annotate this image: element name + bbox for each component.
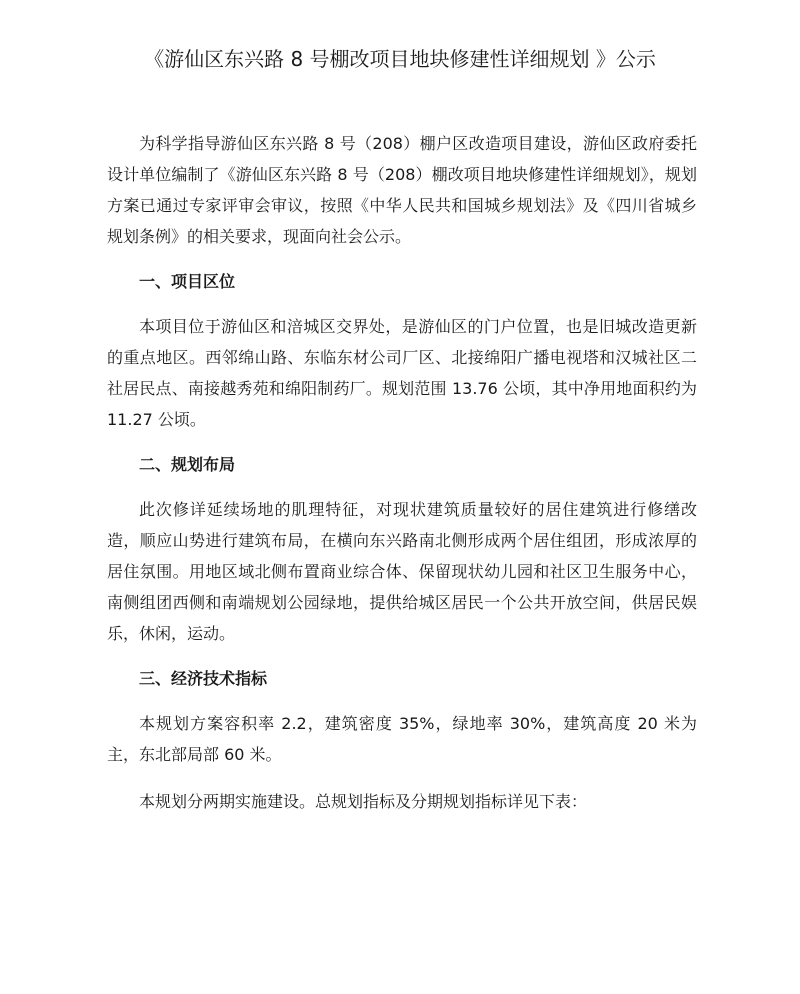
document-title: 《游仙区东兴路 8 号棚改项目地块修建性详细规划 》公示 [144, 47, 656, 71]
phasing-paragraph: 本规划分两期实施建设。总规划指标及分期规划指标详见下表： [139, 792, 588, 811]
location-paragraph: 本项目位于游仙区和涪城区交界处，是游仙区的门户位置，也是旧城改造更新的重点地区。西邻绵山路、东临东材公司厂区、北接绵阳广播电视塔和汉城社区二社居民点、南接越秀苑和绵阳制药厂。规划范围 13.76 公顷，其中净用地面积约为 11.27 公顷。 [107, 317, 697, 429]
section-heading-indicators: 三、经济技术指标 [139, 669, 268, 688]
document-body [107, 128, 697, 817]
section-heading-layout: 二、规划布局 [139, 455, 236, 474]
intro-paragraph: 为科学指导游仙区东兴路 8 号（208）棚户区改造项目建设，游仙区政府委托设计单位编制了《游仙区东兴路 8 号（208）棚改项目地块修建性详细规划》，规划方案已通过专家评审会审议，按照《中华人民共和国城乡规划法》及《四川省城乡规划条例》的相关要求，现面向社会公示。 [107, 134, 697, 246]
layout-paragraph: 此次修详延续场地的肌理特征，对现状建筑质量较好的居住建筑进行修缮改造，顺应山势进行建筑布局，在横向东兴路南北侧形成两个居住组团，形成浓厚的居住氛围。用地区域北侧布置商业综合体、保留现状幼儿园和社区卫生服务中心，南侧组团西侧和南端规划公园绿地，提供给城区居民一个公共开放空间，供居民娱乐，休闲，运动。 [107, 500, 697, 643]
section-heading-location: 一、项目区位 [139, 272, 236, 291]
indicators-paragraph: 本规划方案容积率 2.2，建筑密度 35%，绿地率 30%，建筑高度 20 米为主，东北部局部 60 米。 [107, 714, 697, 764]
